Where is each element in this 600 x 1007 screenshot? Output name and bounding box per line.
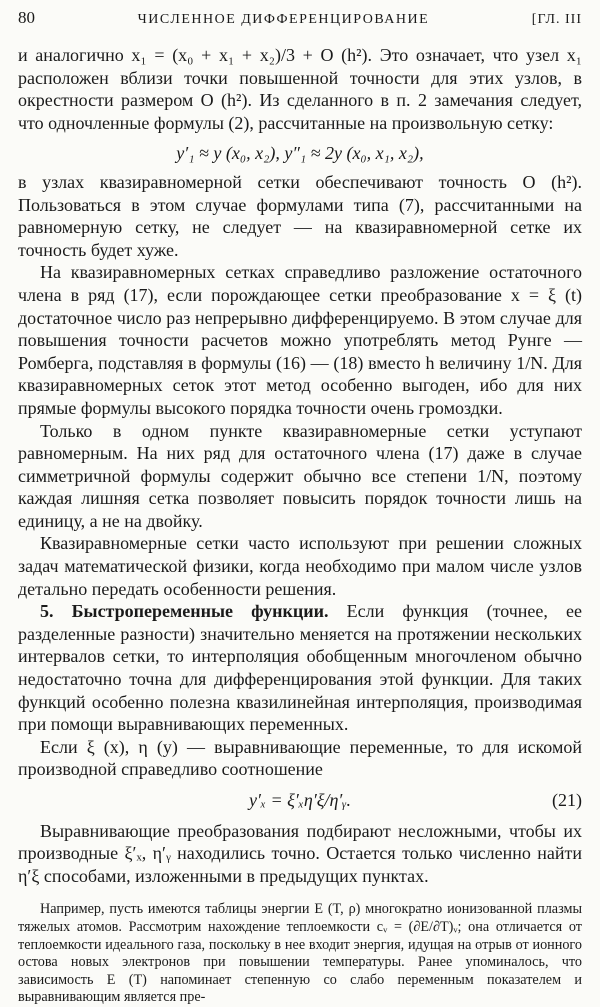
paragraph: Только в одном пункте квазиравномерные сетки уступают равномерным. На них ряд для остаточного члена (17) даже в случае симметричной формулы содержит обычно все степени 1/N, поэтому каждая лишняя сетка позволяет повысить порядок точности лишь на единицу, а не на двойку. bbox=[18, 420, 582, 531]
paragraph: и аналогично x₁ = (x₀ + x₁ + x₂)/3 + O (h²). Это означает, что узел x₁ расположен вблизи точки повышенной точности для этих узлов, в окрестности размером O (h²). Из сделанного в п. 2 замечания следует, что одночленные формулы (2), рассчитанные на произвольную сетку: bbox=[18, 45, 582, 133]
formula-21 bbox=[18, 789, 582, 812]
formula-expression: y′ₓ = ξ′ₓη′ξ/η′ᵧ. bbox=[248, 790, 352, 810]
main-text bbox=[18, 44, 582, 887]
paragraph: Квазиравномерные сетки часто используют при решении сложных задач математической физики, когда необходимо при малом числе узлов детально передать особенности решения. bbox=[18, 533, 582, 599]
section-title: 5. Быстропеременные функции. bbox=[40, 601, 329, 622]
paragraph: На квазиравномерных сетках справедливо разложение остаточного члена в ряд (17), если порождающее сетки преобразование x = ξ (t) достаточное число раз непрерывно дифференцируемо. В этом случае для повышения точности расчетов можно употреблять метод Рунге — Ромберга, подставляя в формулы (16) — (18) вместо h величину 1/N. Для квазиравномерных сеток этот метод особенно выгоден, ибо для них прямые формулы высокого порядка точности очень громоздки. bbox=[18, 262, 582, 418]
page-header bbox=[18, 8, 582, 28]
section-paragraph bbox=[18, 600, 582, 736]
paragraph: Выравнивающие преобразования подбирают несложными, чтобы их производные ξ′ₓ, η′ᵧ находились точно. Остается только численно найти η′ξ способами, изложенными в предыдущих пунктах. bbox=[18, 820, 582, 886]
paragraph: Если ξ (x), η (y) — выравнивающие переменные, то для искомой производной справедливо соотношение bbox=[18, 736, 582, 780]
formula-derivatives: y′₁ ≈ y (x₀, x₂), y″₁ ≈ 2y (x₀, x₁, x₂), bbox=[176, 143, 424, 164]
page-number: 80 bbox=[18, 8, 35, 27]
footnote-text: Например, пусть имеются таблицы энергии E (T, ρ) многократно ионизованной плазмы тяжелых атомов. Рассмотрим нахождение теплоемкости cᵥ = (∂E/∂T)ᵥ; она отличается от теплоемкости идеального газа, поскольку в нее входит энергия, идущая на отрыв от ионного остова новых электронов при повышении температуры. Ранее упоминалось, что зависимость E (T) напоминает степенную со слабо переменным показателем и выравнивающим является пре- bbox=[18, 901, 582, 1006]
running-title: ЧИСЛЕННОЕ ДИФФЕРЕНЦИРОВАНИЕ bbox=[137, 12, 430, 27]
equation-number: (21) bbox=[552, 790, 582, 810]
section-text: Если функция (точнее, ее разделенные разности) значительно меняется на протяжении нескольких интервалов сетки, то интерполяция обобщенным многочленом обычно недостаточно точна для дифференцирования этой функции. Для таких функций особенно полезна квазилинейная интерполяция, производимая при помощи выравнивающих переменных. bbox=[18, 601, 582, 735]
paragraph: в узлах квазиравномерной сетки обеспечивают точность O (h²). Пользоваться в этом случае формулами типа (7), рассчитанными на равномерную сетку, не следует — на квазиравномерной сетке их точность будет хуже. bbox=[18, 171, 582, 260]
chapter-label: [ГЛ. III bbox=[531, 12, 582, 27]
small-print-example bbox=[18, 901, 582, 1007]
